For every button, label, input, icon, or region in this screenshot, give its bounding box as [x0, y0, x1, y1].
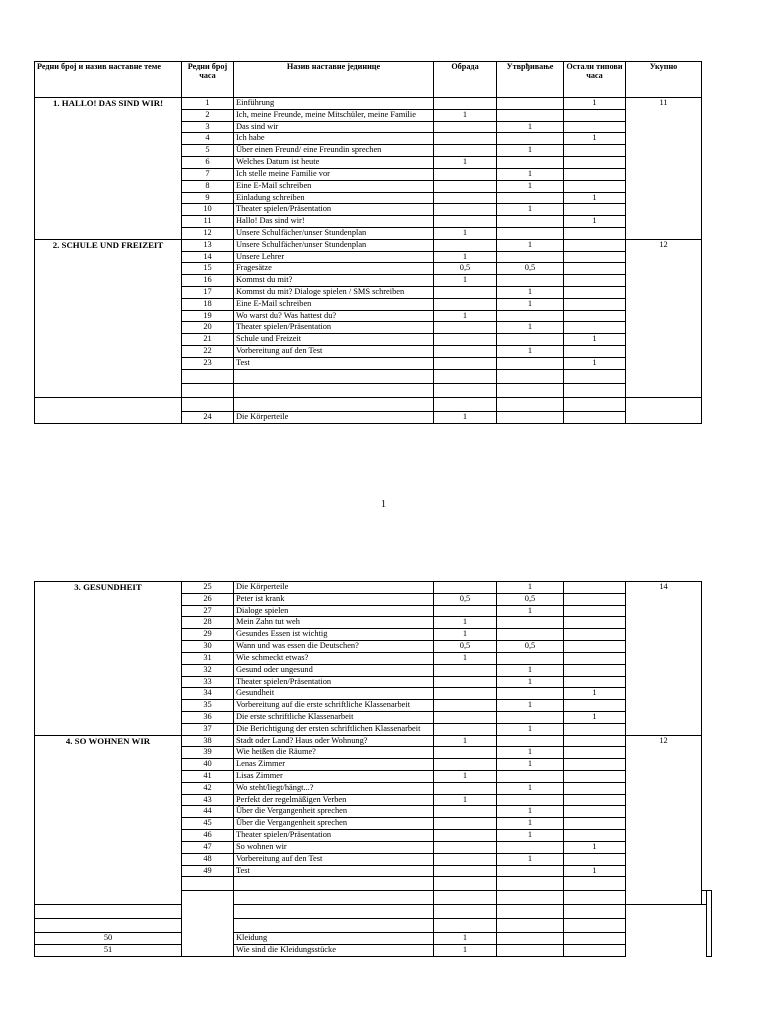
page-number: 1	[381, 499, 386, 510]
utvrdjivanje-value	[497, 841, 564, 853]
ostali-value: 1	[564, 334, 626, 346]
utvrdjivanje-value: 1	[497, 747, 564, 759]
lesson-unit: Stadt oder Land? Haus oder Wohnung?	[234, 735, 434, 747]
lesson-number: 29	[182, 629, 234, 641]
ostali-value	[564, 411, 626, 423]
lesson-unit: Unsere Schulfächer/unser Stundenplan	[234, 227, 434, 239]
table-row	[35, 582, 712, 594]
lesson-number: 47	[182, 841, 234, 853]
table-row-empty	[35, 905, 712, 919]
obrada-value	[434, 853, 497, 865]
utvrdjivanje-value	[497, 216, 564, 228]
obrada-value	[434, 168, 497, 180]
utvrdjivanje-value: 1	[497, 346, 564, 358]
lesson-number: 28	[182, 617, 234, 629]
ostali-value: 1	[564, 98, 626, 110]
lesson-unit: Einladung schreiben	[234, 192, 434, 204]
obrada-value	[434, 298, 497, 310]
lesson-unit: Vorbereitung auf den Test	[234, 346, 434, 358]
ostali-value	[564, 180, 626, 192]
utvrdjivanje-value: 1	[497, 582, 564, 594]
column-header-theme: Редни број и назив наставне теме	[35, 62, 182, 98]
lesson-number: 5	[182, 145, 234, 157]
ostali-value	[564, 582, 626, 594]
ostali-value	[564, 204, 626, 216]
lesson-number: 25	[182, 582, 234, 594]
utvrdjivanje-value: 1	[497, 759, 564, 771]
utvrdjivanje-value: 1	[497, 168, 564, 180]
obrada-value	[434, 723, 497, 735]
lesson-unit: Theater spielen/Präsentation	[234, 830, 434, 842]
ostali-value	[564, 168, 626, 180]
obrada-value	[434, 346, 497, 358]
obrada-value	[434, 830, 497, 842]
utvrdjivanje-value: 1	[497, 818, 564, 830]
utvrdjivanje-value	[497, 357, 564, 369]
lesson-unit: Einführung	[234, 98, 434, 110]
ostali-value	[564, 676, 626, 688]
obrada-value: 1	[434, 771, 497, 783]
utvrdjivanje-value: 1	[497, 298, 564, 310]
table-row-empty	[35, 397, 702, 411]
utvrdjivanje-value: 0,5	[497, 263, 564, 275]
lesson-number: 44	[182, 806, 234, 818]
utvrdjivanje-value	[497, 652, 564, 664]
lesson-unit: Gesund oder ungesund	[234, 664, 434, 676]
ostali-value	[564, 747, 626, 759]
lesson-unit: Wo warst du? Was hattest du?	[234, 310, 434, 322]
obrada-value	[434, 818, 497, 830]
lesson-unit: Theater spielen/Präsentation	[234, 676, 434, 688]
ostali-value	[564, 605, 626, 617]
lesson-unit: Eine E-Mail schreiben	[234, 298, 434, 310]
lesson-number: 42	[182, 782, 234, 794]
lesson-unit: Kleidung	[234, 933, 434, 945]
lesson-unit: Die Körperteile	[234, 582, 434, 594]
lesson-unit: Das sind wir	[234, 121, 434, 133]
ostali-value	[564, 794, 626, 806]
ostali-value	[564, 109, 626, 121]
lesson-unit: Schule und Freizeit	[234, 334, 434, 346]
lesson-number: 37	[182, 723, 234, 735]
lesson-unit: Unsere Schulfächer/unser Stundenplan	[234, 239, 434, 251]
ostali-value	[564, 287, 626, 299]
utvrdjivanje-value	[497, 617, 564, 629]
lesson-unit: Theater spielen/Präsentation	[234, 204, 434, 216]
ostali-value	[564, 227, 626, 239]
theme-cell: 2. SCHULE UND FREIZEIT	[35, 239, 182, 397]
lesson-unit: Die erste schriftliche Klassenarbeit	[234, 711, 434, 723]
obrada-value	[434, 287, 497, 299]
total-cell: 12	[626, 735, 702, 905]
lesson-number: 31	[182, 652, 234, 664]
lesson-unit: Test	[234, 357, 434, 369]
total-cell: 11	[626, 98, 702, 240]
lesson-number: 14	[182, 251, 234, 263]
utvrdjivanje-value: 1	[497, 287, 564, 299]
obrada-value	[434, 121, 497, 133]
ostali-value	[564, 263, 626, 275]
ostali-value	[564, 700, 626, 712]
ostali-value	[564, 771, 626, 783]
utvrdjivanje-value	[497, 933, 564, 945]
utvrdjivanje-value	[497, 711, 564, 723]
column-header-num: Редни број часа	[182, 62, 234, 98]
table-row	[35, 735, 712, 747]
ostali-value	[564, 346, 626, 358]
lesson-number: 22	[182, 346, 234, 358]
ostali-value	[564, 145, 626, 157]
utvrdjivanje-value: 1	[497, 204, 564, 216]
lesson-number: 20	[182, 322, 234, 334]
obrada-value	[434, 216, 497, 228]
ostali-value	[564, 310, 626, 322]
ostali-value	[564, 298, 626, 310]
lesson-number: 9	[182, 192, 234, 204]
utvrdjivanje-value: 1	[497, 723, 564, 735]
utvrdjivanje-value	[497, 771, 564, 783]
lesson-unit: Lenas Zimmer	[234, 759, 434, 771]
ostali-value	[564, 251, 626, 263]
column-header-unit: Назив наставне јединице	[234, 62, 434, 98]
lesson-number: 23	[182, 357, 234, 369]
utvrdjivanje-value: 1	[497, 145, 564, 157]
obrada-value: 1	[434, 652, 497, 664]
lesson-number: 33	[182, 676, 234, 688]
utvrdjivanje-value: 1	[497, 806, 564, 818]
ostali-value	[564, 735, 626, 747]
total-cell: 14	[626, 582, 702, 736]
lesson-unit: Lisas Zimmer	[234, 771, 434, 783]
lesson-unit: Vorbereitung auf die erste schriftliche Klassenarbeit	[234, 700, 434, 712]
lesson-number: 7	[182, 168, 234, 180]
utvrdjivanje-value	[497, 688, 564, 700]
obrada-value: 1	[434, 275, 497, 287]
lesson-unit: Die Körperteile	[234, 411, 434, 423]
obrada-value	[434, 605, 497, 617]
obrada-value: 1	[434, 251, 497, 263]
ostali-value: 1	[564, 192, 626, 204]
lesson-unit: Welches Datum ist heute	[234, 157, 434, 169]
obrada-value: 1	[434, 157, 497, 169]
table-row-empty	[35, 919, 712, 933]
utvrdjivanje-value: 1	[497, 853, 564, 865]
obrada-value	[434, 711, 497, 723]
ostali-value	[564, 830, 626, 842]
column-header-obrada: Обрада	[434, 62, 497, 98]
ostali-value	[564, 759, 626, 771]
obrada-value	[434, 676, 497, 688]
utvrdjivanje-value	[497, 310, 564, 322]
table-row	[35, 933, 712, 945]
theme-cell: 3. GESUNDHEIT	[35, 582, 182, 736]
lesson-unit: Vorbereitung auf den Test	[234, 853, 434, 865]
ostali-value	[564, 664, 626, 676]
lesson-unit: Wann und was essen die Deutschen?	[234, 641, 434, 653]
obrada-value: 1	[434, 109, 497, 121]
obrada-value	[434, 806, 497, 818]
obrada-value	[434, 334, 497, 346]
ostali-value	[564, 275, 626, 287]
obrada-value: 1	[434, 794, 497, 806]
table-header-row	[35, 62, 702, 98]
lesson-unit: Wie heißen die Räume?	[234, 747, 434, 759]
lesson-number: 10	[182, 204, 234, 216]
total-cell: 12	[626, 239, 702, 397]
ostali-value	[564, 652, 626, 664]
lesson-unit: Mein Zahn tut weh	[234, 617, 434, 629]
ostali-value	[564, 629, 626, 641]
lesson-number: 18	[182, 298, 234, 310]
table-row	[35, 239, 702, 251]
ostali-value: 1	[564, 357, 626, 369]
obrada-value	[434, 582, 497, 594]
ostali-value	[564, 782, 626, 794]
obrada-value: 1	[434, 629, 497, 641]
obrada-value	[434, 865, 497, 877]
table-row	[35, 98, 702, 110]
obrada-value: 1	[434, 617, 497, 629]
lesson-unit: Ich, meine Freunde, meine Mitschüler, meine Familie	[234, 109, 434, 121]
lesson-number: 4	[182, 133, 234, 145]
lesson-unit: Theater spielen/Präsentation	[234, 322, 434, 334]
obrada-value	[434, 322, 497, 334]
utvrdjivanje-value	[497, 275, 564, 287]
obrada-value: 1	[434, 310, 497, 322]
obrada-value	[434, 841, 497, 853]
obrada-value	[434, 192, 497, 204]
lesson-number: 50	[35, 933, 182, 945]
utvrdjivanje-value	[497, 157, 564, 169]
lesson-number: 32	[182, 664, 234, 676]
lesson-number: 38	[182, 735, 234, 747]
lesson-unit: Unsere Lehrer	[234, 251, 434, 263]
lesson-number: 11	[182, 216, 234, 228]
lesson-number: 3	[182, 121, 234, 133]
utvrdjivanje-value: 1	[497, 700, 564, 712]
ostali-value	[564, 593, 626, 605]
obrada-value: 0,5	[434, 641, 497, 653]
utvrdjivanje-value: 1	[497, 121, 564, 133]
lesson-number: 30	[182, 641, 234, 653]
ostali-value: 1	[564, 841, 626, 853]
lesson-unit: Wie sind die Kleidungsstücke	[234, 945, 434, 957]
utvrdjivanje-value: 1	[497, 664, 564, 676]
obrada-value: 0,5	[434, 263, 497, 275]
lesson-unit: Eine E-Mail schreiben	[234, 180, 434, 192]
lesson-unit: Kommst du mit?	[234, 275, 434, 287]
lesson-unit: Über die Vergangenheit sprechen	[234, 818, 434, 830]
ostali-value	[564, 945, 626, 957]
lesson-unit: Die Berichtigung der ersten schriftlichen Klassenarbeit	[234, 723, 434, 735]
lesson-number: 15	[182, 263, 234, 275]
lesson-number: 34	[182, 688, 234, 700]
utvrdjivanje-value: 1	[497, 676, 564, 688]
obrada-value	[434, 700, 497, 712]
lesson-number: 1	[182, 98, 234, 110]
lesson-unit: Wie schmeckt etwas?	[234, 652, 434, 664]
utvrdjivanje-value	[497, 98, 564, 110]
utvrdjivanje-value: 1	[497, 782, 564, 794]
ostali-value	[564, 641, 626, 653]
obrada-value	[434, 664, 497, 676]
obrada-value	[434, 239, 497, 251]
utvrdjivanje-value: 1	[497, 239, 564, 251]
obrada-value: 1	[434, 735, 497, 747]
lesson-number: 46	[182, 830, 234, 842]
column-header-ostali: Остали типови часа	[564, 62, 626, 98]
ostali-value	[564, 322, 626, 334]
lesson-number: 49	[182, 865, 234, 877]
column-header-ukupno: Укупно	[626, 62, 702, 98]
lesson-unit: Peter ist krank	[234, 593, 434, 605]
ostali-value	[564, 157, 626, 169]
obrada-value: 1	[434, 945, 497, 957]
ostali-value	[564, 818, 626, 830]
ostali-value	[564, 723, 626, 735]
obrada-value	[434, 204, 497, 216]
lesson-unit: Gesundes Essen ist wichtig	[234, 629, 434, 641]
obrada-value	[434, 357, 497, 369]
plan-table-1	[34, 61, 702, 424]
utvrdjivanje-value	[497, 629, 564, 641]
lesson-number: 24	[182, 411, 234, 423]
utvrdjivanje-value	[497, 735, 564, 747]
ostali-value: 1	[564, 865, 626, 877]
obrada-value: 1	[434, 227, 497, 239]
lesson-number: 2	[182, 109, 234, 121]
lesson-unit: So wohnen wir	[234, 841, 434, 853]
lesson-unit: Über die Vergangenheit sprechen	[234, 806, 434, 818]
lesson-number: 43	[182, 794, 234, 806]
obrada-value	[434, 759, 497, 771]
ostali-value: 1	[564, 133, 626, 145]
lesson-unit: Gesundheit	[234, 688, 434, 700]
utvrdjivanje-value: 0,5	[497, 641, 564, 653]
obrada-value: 1	[434, 411, 497, 423]
column-header-utvrdjivanje: Утврђивање	[497, 62, 564, 98]
lesson-unit: Wo steht/liegt/hängt...?	[234, 782, 434, 794]
lesson-number: 27	[182, 605, 234, 617]
utvrdjivanje-value	[497, 227, 564, 239]
lesson-unit: Über einen Freund/ eine Freundin sprechen	[234, 145, 434, 157]
utvrdjivanje-value	[497, 251, 564, 263]
obrada-value	[434, 133, 497, 145]
lesson-number: 12	[182, 227, 234, 239]
table-row	[35, 945, 712, 957]
lesson-unit: Hallo! Das sind wir!	[234, 216, 434, 228]
lesson-number: 45	[182, 818, 234, 830]
utvrdjivanje-value: 1	[497, 830, 564, 842]
lesson-number: 51	[35, 945, 182, 957]
ostali-value	[564, 239, 626, 251]
obrada-value	[434, 180, 497, 192]
lesson-number: 39	[182, 747, 234, 759]
lesson-number: 35	[182, 700, 234, 712]
lesson-number: 41	[182, 771, 234, 783]
lesson-unit: Kommst du mit? Dialoge spielen / SMS schreiben	[234, 287, 434, 299]
ostali-value	[564, 121, 626, 133]
lesson-number: 48	[182, 853, 234, 865]
utvrdjivanje-value: 1	[497, 322, 564, 334]
lesson-unit: Dialoge spielen	[234, 605, 434, 617]
lesson-number: 36	[182, 711, 234, 723]
lesson-number: 17	[182, 287, 234, 299]
lesson-unit: Fragesätze	[234, 263, 434, 275]
utvrdjivanje-value	[497, 411, 564, 423]
obrada-value	[434, 688, 497, 700]
ostali-value	[564, 853, 626, 865]
utvrdjivanje-value	[497, 794, 564, 806]
obrada-value	[434, 782, 497, 794]
ostali-value	[564, 806, 626, 818]
obrada-value: 0,5	[434, 593, 497, 605]
lesson-number: 40	[182, 759, 234, 771]
lesson-number: 19	[182, 310, 234, 322]
utvrdjivanje-value	[497, 109, 564, 121]
lesson-number: 21	[182, 334, 234, 346]
utvrdjivanje-value	[497, 133, 564, 145]
ostali-value: 1	[564, 688, 626, 700]
theme-cell: 1. HALLO! DAS SIND WIR!	[35, 98, 182, 240]
utvrdjivanje-value: 1	[497, 180, 564, 192]
lesson-unit: Perfekt der regelmäßigen Verben	[234, 794, 434, 806]
utvrdjivanje-value	[497, 865, 564, 877]
obrada-value	[434, 145, 497, 157]
lesson-number: 26	[182, 593, 234, 605]
obrada-value	[434, 747, 497, 759]
utvrdjivanje-value: 0,5	[497, 593, 564, 605]
ostali-value	[564, 933, 626, 945]
utvrdjivanje-value: 1	[497, 605, 564, 617]
lesson-unit: Test	[234, 865, 434, 877]
lesson-number: 8	[182, 180, 234, 192]
plan-table-2	[34, 581, 712, 957]
lesson-number: 16	[182, 275, 234, 287]
ostali-value: 1	[564, 216, 626, 228]
utvrdjivanje-value	[497, 945, 564, 957]
lesson-number: 13	[182, 239, 234, 251]
utvrdjivanje-value	[497, 334, 564, 346]
lesson-unit: Ich stelle meine Familie vor	[234, 168, 434, 180]
lesson-number: 6	[182, 157, 234, 169]
lesson-unit: Ich habe	[234, 133, 434, 145]
ostali-value	[564, 617, 626, 629]
obrada-value	[434, 98, 497, 110]
ostali-value: 1	[564, 711, 626, 723]
obrada-value: 1	[434, 933, 497, 945]
utvrdjivanje-value	[497, 192, 564, 204]
theme-cell: 4. SO WOHNEN WIR	[35, 735, 182, 905]
